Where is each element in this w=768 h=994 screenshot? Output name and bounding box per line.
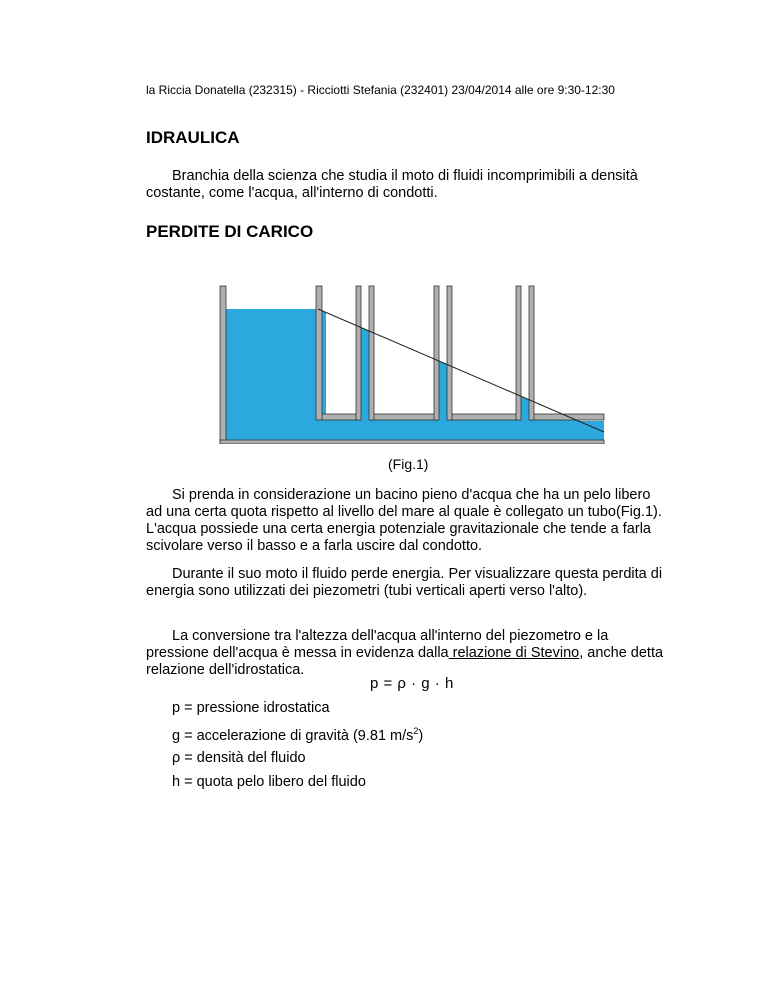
stevino-text-before: La conversione tra l'altezza dell'acqua all'interno del piezometro e la pressione dell'acqua è messa in evidenza dalla (146, 628, 609, 661)
reservoir-wall (220, 286, 226, 444)
definition-g-text: g = accelerazione di gravità (9.81 m/s (172, 727, 414, 744)
tube-wall-2a (369, 286, 374, 420)
stevino-link[interactable]: relazione di Stevino (448, 645, 580, 661)
gap-4 (534, 284, 604, 416)
section-title-perdite: PERDITE DI CARICO (146, 222, 314, 241)
definition-g (172, 726, 423, 744)
gap-2 (374, 284, 434, 416)
tube-wall-2b (434, 286, 439, 420)
intro-paragraph: Branchia della scienza che studia il moto di fluidi incomprimibili a densità costante, come l'acqua, all'interno di condotti. (146, 168, 638, 201)
page-header: la Riccia Donatella (232315) - Ricciotti Stefania (232401) 23/04/2014 alle ore 9:30-12:30 (146, 83, 615, 97)
paragraph-piezometri: Durante il suo moto il fluido perde energia. Per visualizzare questa perdita di energia sono utilizzati dei piezometri (tubi verticali aperti verso l'alto). (146, 566, 663, 599)
section-title-idraulica: IDRAULICA (146, 128, 240, 147)
tube-wall-3a (447, 286, 452, 420)
figure-caption: (Fig.1) (388, 456, 429, 472)
tube-wall-1a (316, 286, 322, 420)
definition-g-exponent: 2 (413, 726, 419, 736)
pipe-bottom-wall (220, 440, 604, 444)
paragraph-stevino (146, 628, 666, 679)
gap-3 (452, 284, 516, 416)
pipe-top-4 (530, 414, 604, 420)
stevino-text-after: , anche detta relazione dell'idrostatica. (146, 645, 664, 678)
pipe-water (226, 421, 604, 440)
definition-rho: ρ = densità del fluido (172, 750, 306, 766)
definition-h: h = quota pelo libero del fluido (172, 774, 366, 790)
tube-wall-3b (516, 286, 521, 420)
definition-g-tail: ) (418, 727, 424, 744)
tube-wall-1b (356, 286, 361, 420)
pipe-top-3 (448, 414, 520, 420)
stevino-formula: p = ρ · g · h (370, 675, 454, 692)
paragraph-bacino: Si prenda in considerazione un bacino pieno d'acqua che ha un pelo libero ad una certa quota rispetto al livello del mare al quale è collegato un tubo(Fig.1). L'acqua possiede una certa energia potenziale gravitazionale che tende a farla scivolare verso il basso e a farla uscire dal condotto. (146, 487, 662, 554)
pipe-top-2 (370, 414, 438, 420)
definition-p: p = pressione idrostatica (172, 700, 330, 716)
gap-1 (326, 284, 356, 416)
pipe-top-1 (322, 414, 360, 420)
figure-piezometers (216, 284, 608, 444)
